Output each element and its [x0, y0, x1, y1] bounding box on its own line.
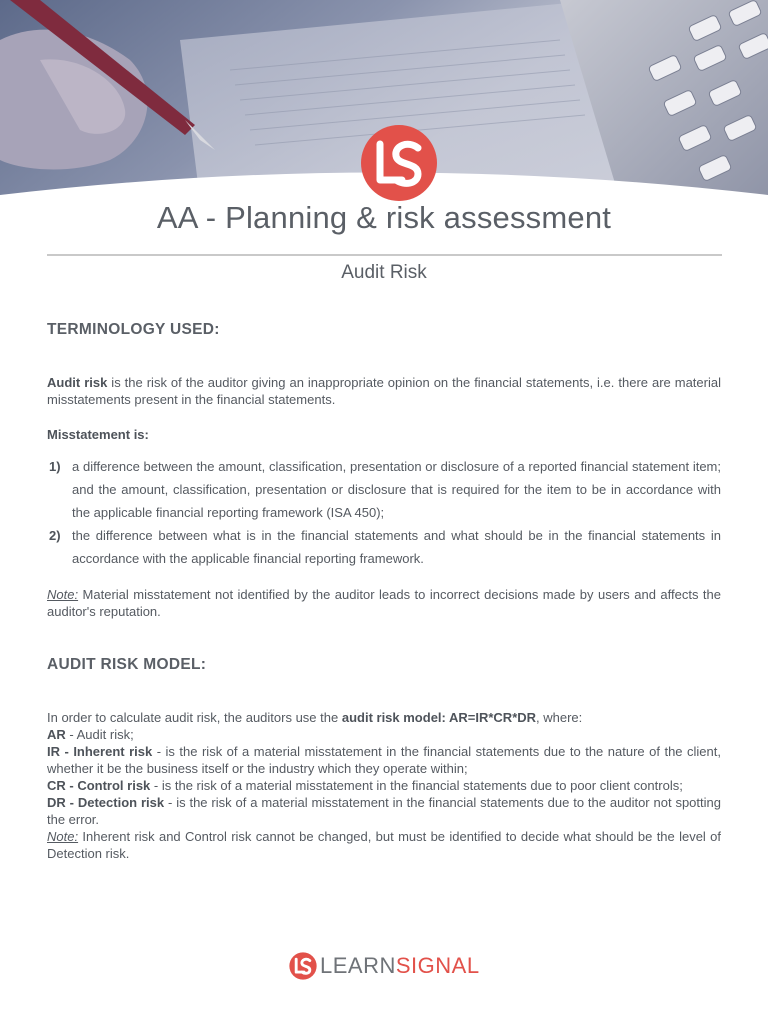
- misstatement-label: [47, 426, 721, 443]
- brand-signal: SIGNAL: [395, 953, 480, 978]
- ir-text: - is the risk of a material misstatement in the financial statements due to the nature of the client, whether it be the business itself or the industry which they operate within;: [47, 744, 721, 776]
- list-item-number: 1): [49, 459, 61, 474]
- note-text: Inherent risk and Control risk cannot be changed, but must be identified to decide what should be the level of Detection risk.: [47, 829, 721, 861]
- learnsignal-ls-logo-icon: [289, 952, 317, 980]
- footer-learnsignal-logo: [289, 952, 479, 980]
- terminology-heading: TERMINOLOGY USED:: [47, 321, 220, 338]
- dr-text: - is the risk of a material misstatement in the financial statements due to the auditor not spotting the error.: [47, 795, 721, 827]
- footer-brand-wordmark: [320, 953, 480, 979]
- learnsignal-logo-badge: [360, 124, 438, 202]
- cr-term: CR - Control risk: [47, 778, 151, 793]
- model-intro: [47, 709, 721, 726]
- list-item: [47, 524, 721, 570]
- ir-term: IR - Inherent risk: [47, 744, 153, 759]
- model-formula: audit risk model: AR=IR*CR*DR: [341, 710, 537, 725]
- note-text: Material misstatement not identified by the auditor leads to incorrect decisions made by users and affects the auditor's reputation.: [47, 587, 721, 619]
- list-item-text: the difference between what is in the financial statements and what should be in the financial statements in accordance with the applicable financial reporting framework.: [72, 528, 721, 566]
- model-cr: [47, 777, 721, 794]
- note-label: Note:: [47, 587, 79, 602]
- list-item-text: a difference between the amount, classification, presentation or disclosure of a reported financial statement item; and the amount, classification, presentation or disclosure that is required for the item to be in accordance with the applicable financial reporting framework (ISA 450);: [72, 459, 721, 520]
- page-subtitle: Audit Risk: [341, 262, 427, 283]
- terminology-note: [47, 586, 721, 620]
- misstatement-list: [47, 455, 721, 570]
- model-intro-text: In order to calculate audit risk, the auditors use the: [47, 710, 342, 725]
- model-intro-end: , where:: [536, 710, 583, 725]
- list-item: [47, 455, 721, 524]
- audit-risk-term: Audit risk: [47, 375, 108, 390]
- dr-term: DR - Detection risk: [47, 795, 165, 810]
- ar-term: AR: [47, 727, 66, 742]
- list-item-number: 2): [49, 528, 61, 543]
- audit-risk-definition: [47, 374, 721, 408]
- brand-learn: LEARN: [320, 953, 396, 978]
- model-note: [47, 828, 721, 862]
- model-ir: [47, 743, 721, 777]
- title-divider: [47, 254, 722, 256]
- model-dr: [47, 794, 721, 828]
- misstatement-label-text: Misstatement is:: [47, 427, 149, 442]
- ar-text: - Audit risk;: [65, 727, 134, 742]
- audit-risk-model-body: [47, 709, 721, 862]
- audit-risk-def-text: is the risk of the auditor giving an inappropriate opinion on the financial statements, i.e. there are material misstatements present in the financial statements.: [47, 375, 721, 407]
- cr-text: - is the risk of a material misstatement in the financial statements due to poor client controls;: [150, 778, 683, 793]
- page-title: AA - Planning & risk assessment: [156, 200, 612, 235]
- learnsignal-ls-logo-icon: [360, 124, 438, 202]
- audit-risk-model-heading: AUDIT RISK MODEL:: [47, 656, 207, 673]
- model-ar: [47, 726, 721, 743]
- note-label: Note:: [47, 829, 79, 844]
